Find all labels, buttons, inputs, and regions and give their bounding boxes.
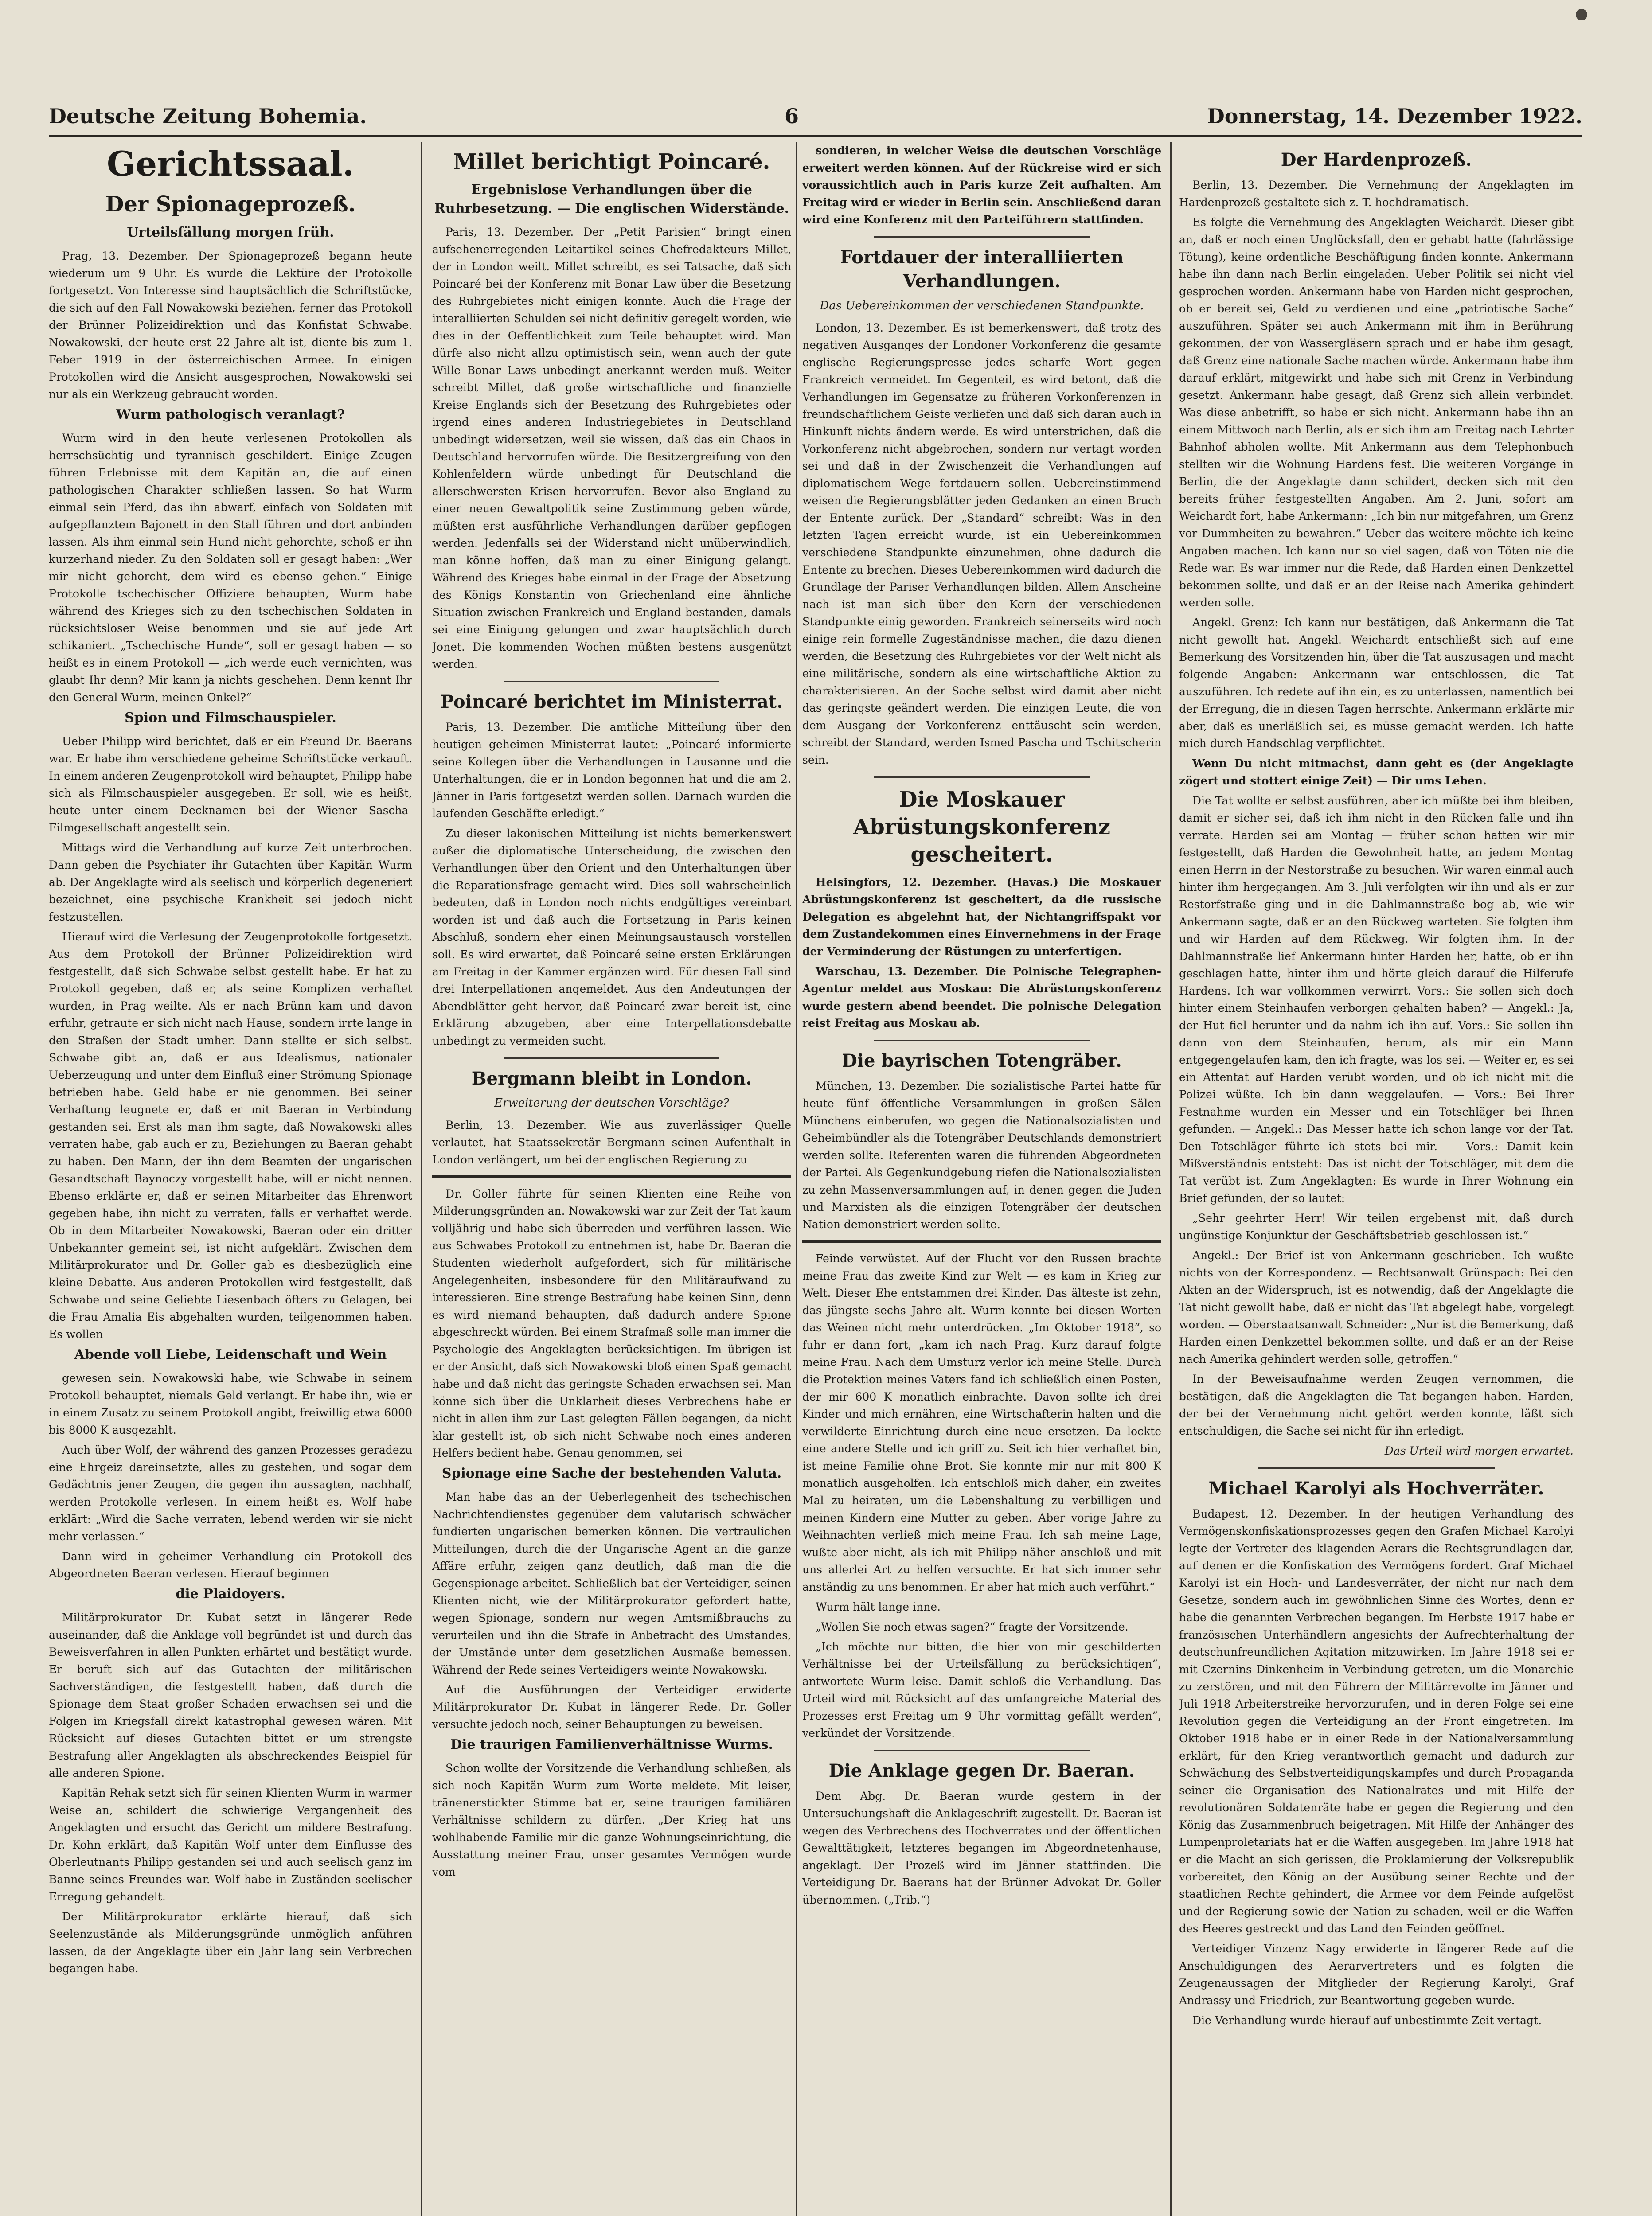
paragraph: Die Verhandlung wurde hierauf auf unbestimmte Zeit vertagt. bbox=[1192, 2014, 1542, 2027]
divider bbox=[1258, 1467, 1495, 1469]
subheading: Wurm pathologisch veranlagt? bbox=[116, 407, 345, 422]
article-headline: Der Spionageprozeß. bbox=[105, 192, 356, 217]
paragraph: Verteidiger Vinzenz Nagy erwiderte in längerer Rede auf die Anschuldigungen des Aerarvertreters und es folgten die Zeugenaussagen der Mitglieder der Regierung Karolyi, Graf Andrassy und Friedrich, zur Beantwortung gegeben wurde. bbox=[1179, 1942, 1574, 2007]
issue-date: Donnerstag, 14. Dezember 1922. bbox=[1207, 104, 1582, 128]
paragraph: Militärprokurator Dr. Kubat setzt in längerer Rede auseinander, daß die Anklage voll begründet ist und durch das Beweisverfahren in allen Punkten erhärtet und bestätigt wurde. Er beruft sich auf das Gutachten der militärischen Sachverständigen, die festgestellt haben, daß durch die Spionage dem Staat großer Schaden erwachsen sei und die Folgen im Kriegsfall direkt katastrophal gewesen wären. Mit Rücksicht auf dieses Gutachten bittet er um strengste Bestrafung aller Angeklagten als abschreckendes Beispiel für alle anderen Spione. bbox=[49, 1611, 412, 1779]
column-2 bbox=[432, 142, 791, 2216]
paragraph: München, 13. Dezember. Die sozialistische Partei hatte für heute fünf öffentliche Versammlungen in großen Sälen Münchens einberufen, wo gegen die Nationalsozialisten und Geheimbündler als die Totengräber Deutschlands demonstriert werden sollte. Referenten waren die führenden Abgeordneten der Partei. Als Gegenkundgebung riefen die Nationalsozialisten zu zehn Massenversammlungen auf, in denen gegen die Juden und Marxisten als die einzigen Totengräber der deutschen Nation demonstriert werden sollte. bbox=[802, 1080, 1161, 1231]
page-number: 6 bbox=[785, 104, 799, 128]
article-headline: Bergmann bleibt in London. bbox=[471, 1068, 752, 1089]
article-headline: Michael Karolyi als Hochverräter. bbox=[1208, 1478, 1544, 1499]
subheading: Spion und Filmschauspieler. bbox=[125, 710, 336, 726]
paragraph: Die Tat wollte er selbst ausführen, aber ich müßte bei ihm bleiben, damit er sicher sei, daß ich ihm nicht in den Rücken falle und ihn verrate. Harden sei am Montag — früher schon hatten wir mir festgestellt, daß Harden die Gewohnheit hatte, an jedem Montag einen Herrn in der Nestorstraße zu besuchen. Wir waren einmal auch hinter ihm hergegangen. Am 3. Juli verfolgten wir ihn und als er zur Restorfstraße ging und in die Dahlmannstraße bog ab, wie wir Ankermann sagte, daß er an den Rückweg warteten. Sie folgten ihm und wir Harden auf dem Rückweg. Wir folgten ihm. In der Dahlmannstraße lief Ankermann hinter Harden her, hatte, ob er ihn geschlagen hatte, hinter ihm und hörte gleich darauf die Hilferufe Hardens. Ich war vollkommen verwirrt. Vors.: Sie sollen sich doch hinter einem Steinhaufen verborgen gehalten haben? — Angekl.: Ja, der Hut fiel herunter und da nahm ich ihn auf. Vors.: Sie sollen ihn dann von dem Steinhaufen, herum, als mir ein Mann entgegengelaufen kam, den ich fragte, was los sei. — Weiter er, es sei ein Attentat auf Harden verübt worden, und ob ich nicht mit die Polizei wüßte. Ich bin dann weggelaufen. — Vors.: Bei Ihrer Festnahme wurden ein Messer und ein Totschläger bei Ihnen gefunden. — Angekl.: Das Messer hatte ich schon lange vor der Tat. Den Totschläger führte ich stets bei mir. — Vors.: Damit kein Mißverständnis entsteht: Das ist nicht der Totschläger, mit dem die Tat verübt ist. Zum Angeklagten: Es wurde in Ihrer Wohnung ein Brief gefunden, der so lautet: bbox=[1179, 794, 1574, 1205]
article-headline: Poincaré berichtet im Ministerrat. bbox=[440, 691, 783, 712]
article-subheadline: Erweiterung der deutschen Vorschläge? bbox=[494, 1096, 729, 1110]
divider bbox=[874, 1040, 1090, 1041]
paragraph: Dr. Goller führte für seinen Klienten eine Reihe von Milderungsgründen an. Nowakowski war zur Zeit der Tat kaum volljährig und habe sich überreden und verführen lassen. Wie aus Schwabes Protokoll zu entnehmen ist, habe Dr. Baeran die Studenten wiederholt aufgefordert, sich für militärische Angelegenheiten, insbesondere für den Militäraufwand zu interessieren. Eine strenge Bestrafung habe keinen Sinn, denn es wird niemand behaupten, daß dadurch andere Spione abgeschreckt würden. Bei einem Strafmaß solle man immer die Psychologie des Angeklagten berücksichtigen. Im übrigen ist er der Ansicht, daß sich Nowakowski bloß einen Spaß gemacht habe und daß nicht das geringste Schaden erwachsen sei. Man könne sich über die Unklarheit dieses Verbrechens habe er nicht in allen ihm zur Last gelegten Fällen begangen, da nicht klar gestellt ist, ob sich nicht Schwabe noch eines anderen Helfers bedient habe. Genau genommen, sei bbox=[432, 1187, 791, 1459]
column-rule bbox=[796, 142, 797, 2216]
heavy-divider bbox=[802, 1240, 1161, 1243]
paragraph: „Wollen Sie noch etwas sagen?“ fragte der Vorsitzende. bbox=[816, 1620, 1129, 1633]
paragraph: Zu dieser lakonischen Mitteilung ist nichts bemerkenswert außer die diplomatische Unterscheidung, die zwischen den Verhandlungen über den Orient und den Unterhaltungen über die Reparationsfrage gemacht wird. Dies soll wahrscheinlich bedeuten, daß in London noch nichts endgültiges vereinbart worden ist und daß auch die Fortsetzung in Paris keinen Abschluß, sondern eher einen Meinungsaustausch vorstellen soll. Es wird erwartet, daß Poincaré seine ersten Erklärungen am Freitag in der Kammer ergänzen wird. Für diesen Fall sind drei Interpellationen angemeldet. Aus den Andeutungen der Abendblätter geht hervor, daß Poincaré zwar bereit ist, eine Erklärung abzugeben, aber eine Interpellationsdebatte unbedingt zu vermeiden sucht. bbox=[432, 827, 791, 1047]
paragraph: Angekl.: Der Brief ist von Ankermann geschrieben. Ich wußte nichts von der Korrespondenz. — Rechtsanwalt Grünspach: Bei den Akten an der Widerspruch, ist es notwendig, daß der Angeklagte die Tat nicht gewollt habe, daß er nicht das Tat abgelegt habe, vorgelegt worden. — Oberstaatsanwalt Schneider: „Nur ist die Bemerkung, daß Harden einen Denkzettel bekommen sollte, und daß er an der Reise nach Amerika gehindert werden solle, getroffen.“ bbox=[1179, 1249, 1574, 1365]
paragraph: Der Militärprokurator erklärte hierauf, daß sich Seelenzustände als Milderungsgründe unmöglich anführen lassen, da der Angeklagte über ein Jahr lang sein Verbrechen begangen habe. bbox=[49, 1910, 412, 1975]
paragraph: Berlin, 13. Dezember. Die Vernehmung der Angeklagten im Hardenprozeß gestaltete sich z. T. hochdramatisch. bbox=[1179, 179, 1574, 209]
column-rule bbox=[421, 142, 422, 2216]
section-heading: Gerichtssaal. bbox=[106, 144, 355, 183]
paragraph: London, 13. Dezember. Es ist bemerkenswert, daß trotz des negativen Ausganges der Londoner Vorkonferenz die gesamte englische Regierungspresse jedes scharfe Wort gegen Frankreich vermeidet. Im Gegenteil, es wird betont, daß die Verhandlungen im Gegensatze zu früheren Vorkonferenzen in freundschaftlichem Geiste verliefen und daß sich daran auch in Hinkunft nichts ändern werde. Es wird unterstrichen, daß die Vorkonferenz nicht abgebrochen, sondern nur vertagt worden sei und daß in der Zwischenzeit die Verhandlungen auf diplomatischem Wege fortdauern sollen. Uebereinstimmend weisen die Regierungsblätter jeden Gedanken an einen Bruch der Entente zurück. Der „Standard“ schreibt: Was in den letzten Tagen erreicht wurde, ist ein Uebereinkommen verschiedene Standpunkte einzunehmen, ohne dadurch die Entente zu brechen. Dieses Uebereinkommen wird dadurch die Grundlage der Pariser Verhandlungen bilden. Allem Anscheine nach ist man sich über den Kern der verschiedenen Standpunkte einig geworden. Frankreich seinerseits wird noch einige rein formelle Zugeständnisse machen, die dazu dienen werden, die Besetzung des Ruhrgebietes vor der Welt nicht als eine militärische, sondern als eine wirtschaftliche Aktion zu charakterisieren. An der Sache selbst wird damit aber nicht das geringste geändert werden. Die einzigen Leute, die von dem Ausgang der Vorkonferenz enttäuscht sein werden, schreibt der Standard, werden Ismed Pascha und Tschitscherin sein. bbox=[802, 321, 1161, 766]
paragraph: Wurm wird in den heute verlesenen Protokollen als herrschsüchtig und tyrannisch geschildert. Einige Zeugen führen Erlebnisse mit dem Kapitän an, die auf einen pathologischen Charakter schließen lassen. So hat Wurm einmal sein Pferd, das ihn abwarf, einfach von Soldaten mit aufgepflanztem Bajonett in den Stall führen und dort anbinden lassen. Als ihm einmal sein Hund nicht gehorchte, schoß er ihn kurzerhand nieder. Zu den Soldaten soll er gesagt haben: „Wer mir nicht gehorcht, dem wird es ebenso gehen.“ Einige Protokolle tschechischer Offiziere behaupten, Wurm habe während des Krieges sich zu den tschechischen Soldaten in rücksichtsloser Weise benommen und sie auf jede Art schikaniert. „Tschechische Hunde“, soll er gesagt haben — so heißt es in einem Protokoll — „ich werde euch vernichten, was glaubt Ihr denn? Mir kann ja nichts geschehen. Denn kennt Ihr den General Wurm, meinen Onkel?“ bbox=[49, 432, 412, 704]
masthead-name: Deutsche Zeitung Bohemia. bbox=[49, 104, 367, 128]
column-3 bbox=[802, 142, 1161, 2216]
divider bbox=[874, 776, 1090, 778]
divider bbox=[874, 1750, 1090, 1751]
paragraph: Schon wollte der Vorsitzende die Verhandlung schließen, als sich noch Kapitän Wurm zum Worte meldete. Mit leiser, tränenerstickter Stimme bat er, seine traurigen familiären Verhältnisse schildern zu dürfen. „Der Krieg hat uns wohlhabende Familie mir die ganze Wohnungseinrichtung, die Ausstattung meiner Frau, unser gesamtes Vermögen wurde vom bbox=[432, 1762, 791, 1878]
paragraph: Man habe das an der Ueberlegenheit des tschechischen Nachrichtendienstes gegenüber dem valutarisch schwächer fundierten ungarischen bemerken können. Die vertraulichen Mitteilungen, durch die der Ungarische Agent an die ganze Affäre erfuhr, zeigen ganz deutlich, daß man die die Gegenspionage arbeitet. Schließlich bat der Verteidiger, seinen Klienten nicht, wie der Militärprokurator gefordert hatte, wegen Spionage, sondern nur wegen Amtsmißbrauchs zu verurteilen und ihn die Strafe in Anbetracht des Umstandes, der Umstände unter dem gesetzlichen Ausmaße bemessen. Während der Rede seines Verteidigers weinte Nowakowski. bbox=[432, 1490, 791, 1676]
paragraph: In der Beweisaufnahme werden Zeugen vernommen, die bestätigen, daß die Angeklagten die Tat begangen haben. Harden, der bei der Vernehmung nicht gehört werden konnte, läßt sich entschuldigen, die Sache sei nicht für ihn erledigt. bbox=[1179, 1373, 1574, 1437]
paragraph: Paris, 13. Dezember. Die amtliche Mitteilung über den heutigen geheimen Ministerrat lautet: „Poincaré informierte seine Kollegen über die Verhandlungen in Lausanne und die Unterhaltungen, die er in London begonnen hat und die am 2. Jänner in Paris fortgesetzt werden sollen. Darnach wurden die laufenden Geschäfte erledigt.“ bbox=[432, 721, 791, 820]
paragraph: Wurm hält lange inne. bbox=[816, 1600, 941, 1613]
paragraph: Feinde verwüstet. Auf der Flucht vor den Russen brachte meine Frau das zweite Kind zur Welt — es kam in Krieg zur Welt. Dieser Ehe entstammen drei Kinder. Das älteste ist zehn, das jüngste sechs Jahre alt. Wurm konnte bei diesen Worten das Weinen nicht mehr unterdrücken. „Im Oktober 1918“, so fuhr er dann fort, „kam ich nach Prag. Kurz darauf folgte meine Frau. Nach dem Umsturz verlor ich meine Stelle. Durch die Protektion meines Vaters fand ich schließlich einen Posten, der mir 600 K monatlich einbrachte. Davon sollte ich drei Kinder und mich ernähren, eine Wirtschafterin halten und die verwilderte Einrichtung durch eine neue ersetzen. Da lockte eine andere Stelle und ich griff zu. Seit ich hier verhaftet bin, ist meine Familie ohne Brot. Sie konnte mir nur mit 800 K monatlich ausgeholfen. Ich entschloß mich daher, ein zweites Mal zu heiraten, um die Lebenshaltung zu verbilligen und meinen Kindern eine Mutter zu geben. Aber vorige Jahre zu Weihnachten verließ mich meine Frau. Ich sah meine Lage, wußte aber nicht, als ich mit Philipp näher anschloß und mit uns allerlei Art zu helfen versuchte. Er hat sich immer sehr anständig zu uns benommen. Er aber hat mich auch verführt.“ bbox=[802, 1252, 1161, 1593]
article-headline: Fortdauer der interalliierten Verhandlungen. bbox=[840, 247, 1124, 292]
heavy-divider bbox=[432, 1175, 791, 1178]
divider bbox=[504, 1057, 719, 1059]
paragraph: Auch über Wolf, der während des ganzen Prozesses geradezu eine Ehrgeiz dareinsetzte, alles zu gestehen, und sogar dem Gedächtnis jener Zeugen, die gegen ihn aussagten, nachhalf, werden Protokolle verlesen. In einem heißt es, Wolf habe erklärt: „Wird die Sache verraten, lebend werden wir sie nicht mehr verlassen.“ bbox=[49, 1444, 412, 1543]
closing-note: Das Urteil wird morgen erwartet. bbox=[1384, 1444, 1574, 1457]
running-head bbox=[49, 104, 1582, 137]
divider bbox=[874, 236, 1090, 238]
paragraph: „Ich möchte nur bitten, die hier von mir geschilderten Verhältnisse bei der Urteilsfällung zu berücksichtigen“, antwortete Wurm leise. Damit schloß die Verhandlung. Das Urteil wird mit Rücksicht auf das umfangreiche Material des Prozesses erst Freitag um 9 Uhr vormittag gefällt werden“, verkündet der Vorsitzende. bbox=[802, 1640, 1161, 1740]
paragraph: sondieren, in welcher Weise die deutschen Vorschläge erweitert werden können. Auf der Rückreise wird er sich voraussichtlich auch in Paris kurze Zeit aufhalten. Am Freitag wird er wieder in Berlin sein. Anschließend daran wird eine Konferenz mit den Parteiführern stattfinden. bbox=[802, 144, 1161, 226]
article-headline: Der Hardenprozeß. bbox=[1281, 149, 1472, 170]
subheading: Die traurigen Familienverhältnisse Wurms. bbox=[450, 1737, 773, 1752]
paragraph: Budapest, 12. Dezember. In der heutigen Verhandlung des Vermögenskonfiskationsprozesses gegen den Grafen Michael Karolyi legte der Vertreter des klagenden Aerars die Rechtsgrundlagen dar, auf denen er die Konfiskation des Vermögens fordert. Graf Michael Karolyi ist ein Hoch- und Landesverräter, der nicht nur nach dem Gesetze, sondern auch im gewöhnlichen Sinne des Wortes, denn er habe die genannten Verbrechen begangen. Im Herbste 1917 habe er französischen Unterhändlern angesichts der Aufrechterhaltung der deutschunfreundlichen Agitation mitzuwirken. Im Jahre 1918 sei er mit Czernins Dinkenheim in Verbindung getreten, um die Monarchie zu zerstören, und mit den Führern der Militärrevolte im Jänner und Juli 1918 Arbeiterstreike hervorzurufen, und in deren Folge sei eine Revolution gegen die Verteidigung an der Front eingetreten. Im Oktober 1918 habe er in einer Rede in der Nationalversammlung erklärt, für den Krieg verantwortlich gemacht und dadurch zur Schwächung des Selbstverteidigungskampfes und durch Propaganda seiner die Organisation des Nationalrates und mit Hilfe der revolutionären Soldatenräte habe er gegen die Regierung und den König das Zusammenbruch beigetragen. Mit Hilfe der Anhänger des Lumpenproletariats hat er die Waffen ausgegeben. Im Jahre 1918 hat er die Macht an sich gerissen, die Proklamierung der Volksrepublik vorbereitet, den König an der Ausübung seiner Rechte und der staatlichen Rechte gehindert, die Armee vor dem Feinde aufgelöst und der Regierung sowie der Nation zu schaden, weil er die Waffen des Heeres gestreckt und das Land den Feinden geöffnet. bbox=[1179, 1507, 1574, 1935]
paragraph: Wenn Du nicht mitmachst, dann geht es (der Angeklagte zögert und stottert einige Zeit) — Dir ums Leben. bbox=[1179, 757, 1574, 787]
paragraph: Dann wird in geheimer Verhandlung ein Protokoll des Abgeordneten Baeran verlesen. Hierauf beginnen bbox=[49, 1550, 412, 1580]
article-subheadline: Ergebnislose Verhandlungen über die Ruhrbesetzung. — Die englischen Widerstände. bbox=[434, 182, 789, 216]
article-headline: Die Moskauer Abrüstungskonferenz gescheitert. bbox=[853, 787, 1110, 867]
paragraph: gewesen sein. Nowakowski habe, wie Schwabe in seinem Protokoll behauptet, niemals Geld verlangt. Er habe ihn, wie er in einem Zusatz zu seinem Protokoll angibt, freiwillig etwa 6000 bis 8000 K ausgezahlt. bbox=[49, 1372, 412, 1436]
paragraph: Hierauf wird die Verlesung der Zeugenprotokolle fortgesetzt. Aus dem Protokoll der Brünner Polizeidirektion wird festgestellt, daß sich Schwabe selbst gestellt habe. Er hat zu Protokoll gegeben, daß er, als seine Komplizen verhaftet wurden, in Prag weilte. Als er nach Brünn kam und davon erfuhr, getraute er sich nicht nach Hause, sondern irrte lange in den Straßen der Stadt umher. Dann stellte er sich selbst. Schwabe gibt an, daß er aus Idealismus, nationaler Ueberzeugung und unter dem Einfluß einer Strömung Spionage betrieben habe. Geld habe er nie genommen. Bei seiner Verhaftung leugnete er, daß er mit Baeran in Verbindung gestanden sei. Erst als man ihm sagte, daß Nowakowski alles verraten habe, gab auch er zu, Beziehungen zu Baeran gehabt zu haben. Den Mann, der ihn dem Beamten der ungarischen Gesandtschaft Baynoczy vorgestellt habe, will er nicht nennen. Ebenso erklärte er, daß er seinen Mitarbeiter das Ehrenwort gegeben habe, ihn nicht zu verraten, falls er verhaftet werde. Ob in dem Mitarbeiter Nowakowski, Baeran oder ein dritter Unbekannter gemeint sei, ist nicht aufgeklärt. Zwischen dem Militärprokurator und Dr. Goller gab es diesbezüglich eine kleine Debatte. Aus anderen Protokollen wird festgestellt, daß Schwabe und seine Geliebte Liesenbach öfters zu Gelagen, bei die Frau Amalia Eis abgehalten wurden, teilgenommen haben. Es wollen bbox=[49, 930, 412, 1341]
divider bbox=[504, 681, 719, 682]
paragraph: Mittags wird die Verhandlung auf kurze Zeit unterbrochen. Dann geben die Psychiater ihr Gutachten über Kapitän Wurm ab. Der Angeklagte wird als seelisch und körperlich degeneriert bezeichnet, eine psychische Krankheit sei jedoch nicht festzustellen. bbox=[49, 841, 412, 923]
subheading: die Plaidoyers. bbox=[176, 1586, 285, 1602]
subheading: Abende voll Liebe, Leidenschaft und Wein bbox=[74, 1347, 387, 1362]
paragraph: Auf die Ausführungen der Verteidiger erwiderte Militärprokurator Dr. Kubat in längerer Rede. Dr. Goller versuchte jedoch noch, seiner Behauptungen zu beweisen. bbox=[432, 1683, 791, 1731]
paragraph: Paris, 13. Dezember. Der „Petit Parisien“ bringt einen aufsehenerregenden Leitartikel seines Chefredakteurs Millet, der in London weilt. Millet schreibt, es sei Tatsache, daß sich Poincaré bei der Konferenz mit Bonar Law über die Besetzung des Ruhrgebietes nicht einigen konnte. Auch die Frage der interalliierten Schulden sei nicht definitiv geregelt worden, wie dies in der Oeffentlichkeit zum Teile behauptet wird. Man dürfe also nicht allzu optimistisch sein, wenn auch der gute Wille Bonar Laws unbedingt anerkannt werden muß. Weiter schreibt Millet, daß große wirtschaftliche und finanzielle Kreise Englands sich der Besetzung des Ruhrgebietes oder irgend eines anderen Industriegebietes in Deutschland unbedingt widersetzen, weil sie wissen, daß das ein Chaos in Deutschland hervorrufen würde. Die Besitzergreifung von den Kohlenfeldern würde unbedingt für Deutschland die allerschwersten Krisen hervorrufen. Bevor also England zu einer neuen Gewaltpolitik seine Zustimmung geben würde, müßten erst ausführliche Verhandlungen darüber gepflogen werden. Jedenfalls sei der Widerstand nicht unüberwindlich, man könne hoffen, daß man zu einer Einigung gelangt. Während des Krieges habe einmal in der Frage der Absetzung des Königs Konstantin von Griechenland eine ähnliche Situation zwischen Frankreich und England bestanden, damals sei eine Einigung gelungen und zwar hauptsächlich durch Jonet. Die kommenden Wochen müßten bestens ausgenützt werden. bbox=[432, 226, 791, 671]
paragraph: Berlin, 13. Dezember. Wie aus zuverlässiger Quelle verlautet, hat Staatssekretär Bergmann seinen Aufenthalt in London verlängert, um bei der englischen Regierung zu bbox=[432, 1119, 791, 1166]
paragraph: Warschau, 13. Dezember. Die Polnische Telegraphen-Agentur meldet aus Moskau: Die Abrüstungskonferenz wurde gestern abend beendet. Die polnische Delegation reist Freitag aus Moskau ab. bbox=[802, 965, 1161, 1030]
article-subheadline: Urteilsfällung morgen früh. bbox=[127, 225, 334, 240]
paragraph: Prag, 13. Dezember. Der Spionageprozeß begann heute wiederum um 9 Uhr. Es wurde die Lektüre der Protokolle fortgesetzt. Von Interesse sind hauptsächlich die Schriftstücke, die sich auf den Fall Nowakowski beziehen, ferner das Protokoll der Brünner Polizeidirektion und das Konfistat Schwabe. Nowakowski, der heute erst 22 Jahre alt ist, diente bis zum 1. Feber 1919 in der österreichischen Armee. In einigen Protokollen wird die Ansicht ausgesprochen, Nowakowski sei nur als ein Werkzeug gebraucht worden. bbox=[49, 250, 412, 401]
article-headline: Die Anklage gegen Dr. Baeran. bbox=[828, 1760, 1135, 1781]
paragraph: Helsingfors, 12. Dezember. (Havas.) Die Moskauer Abrüstungskonferenz ist gescheitert, da die russische Delegation es abgelehnt hat, der Nichtangriffspakt vor dem Zustandekommen eines Einvernehmens in der Frage der Verminderung der Rüstungen zu unterfertigen. bbox=[802, 876, 1161, 958]
article-subheadline: Das Uebereinkommen der verschiedenen Standpunkte. bbox=[820, 299, 1144, 312]
column-rule bbox=[1170, 142, 1172, 2216]
article-headline: Die bayrischen Totengräber. bbox=[842, 1050, 1122, 1071]
paragraph: Ueber Philipp wird berichtet, daß er ein Freund Dr. Baerans war. Er habe ihm verschiedene geheime Schriftstücke verkauft. In einem anderen Zeugenprotokoll wird behauptet, Philipp habe sich als Filmschauspieler ausgegeben. Er soll, wie es heißt, heute unter einem Decknamen bei der Wiener Sascha-Filmgesellschaft angestellt sein. bbox=[49, 735, 412, 834]
paragraph: Angekl. Grenz: Ich kann nur bestätigen, daß Ankermann die Tat nicht gewollt hat. Angekl. Weichardt entschließt sich auf eine Bemerkung des Vorsitzenden hin, über die Tat auszusagen und macht folgende Angaben: Ankermann war entschlossen, die Tat auszuführen. Ich redete auf ihn ein, es zu unterlassen, namentlich bei der Erregung, die in diesen Tagen herrschte. Ankermann erklärte mir aber, daß es unerläßlich sei, es müsse gemacht werden. Ich hatte mich durch Handschlag verpflichtet. bbox=[1179, 616, 1574, 750]
page-hole-mark bbox=[1576, 9, 1587, 20]
paragraph: Es folgte die Vernehmung des Angeklagten Weichardt. Dieser gibt an, daß er noch einen Unglücksfall, den er gehabt hatte (fahrlässige Tötung), keine ordentliche Beschäftigung finden konnte. Ankermann habe ihn dann nach Berlin eingeladen. Ueber Politik sei nicht viel gesprochen worden. Ankermann habe von Harden nicht gesprochen, ob er bereit sei, Geld zu verdienen und eine „patriotische Sache“ auszuführen. Später sei auch Ankermann mit ihm in Berührung gekommen, der von Wassergläsern sprach und er habe ihm gesagt, daß Grenz eine nationale Sache machen würde. Ankermann habe ihm darauf erklärt, mitgewirkt und habe sich mit Grenz in Verbindung gesetzt. Ankermann habe gesagt, daß Grenz sich allein verbindet. Was diese anbetrifft, so habe er sich nicht. Ankermann habe ihn an einem Mittwoch nach Berlin, als er sich ihm am Freitag nach Lehrter Bahnhof abholen wollte. Mit Ankermann aus dem Telephonbuch stellten wir die Wohnung Hardens fest. Die weiteren Vorgänge in Berlin, die der Angeklagte dann schildert, decken sich mit den bereits früher festgestellten Angaben. Am 2. Juni, sofort am Weichardt fort, habe Ankermann: „Ich bin nur mitgefahren, um Grenz vor Dummheiten zu bewahren.“ Ueber das weitere möchte ich keine Angaben machen. Ich kann nur so viel sagen, daß von Töten nie die Rede war. Es war immer nur die Rede, daß Harden einen Denkzettel bekommen sollte, und daß er an der Reise nach Amerika gehindert werden solle. bbox=[1179, 216, 1574, 609]
paragraph: Dem Abg. Dr. Baeran wurde gestern in der Untersuchungshaft die Anklageschrift zugestellt. Dr. Baeran ist wegen des Verbrechens des Hochverrates und der öffentlichen Gewalttätigkeit, letzteres begangen im Abgeordnetenhause, angeklagt. Der Prozeß wird im Jänner stattfinden. Die Verteidigung Dr. Baerans hat der Brünner Advokat Dr. Goller übernommen. („Trib.“) bbox=[802, 1790, 1161, 1906]
column-1 bbox=[49, 142, 412, 2216]
paragraph: Kapitän Rehak setzt sich für seinen Klienten Wurm in warmer Weise an, schildert die schwierige Vergangenheit des Angeklagten und ersucht das Gericht um mildere Bestrafung. Dr. Kohn erklärt, daß Kapitän Wolf unter dem Einflusse des Oberleutnants Philipp gestanden sei und auch seelisch ganz im Banne seines Freundes war. Wolf habe in Zuständen seelischer Erregung gehandelt. bbox=[49, 1787, 412, 1903]
subheading: Spionage eine Sache der bestehenden Valuta. bbox=[441, 1466, 782, 1481]
article-headline: Millet berichtigt Poincaré. bbox=[453, 149, 770, 174]
quoted-letter: „Sehr geehrter Herr! Wir teilen ergebenst mit, daß durch ungünstige Konjunktur der Geschäftsbetrieb geschlossen ist.“ bbox=[1179, 1212, 1574, 1242]
column-4 bbox=[1179, 142, 1574, 2216]
